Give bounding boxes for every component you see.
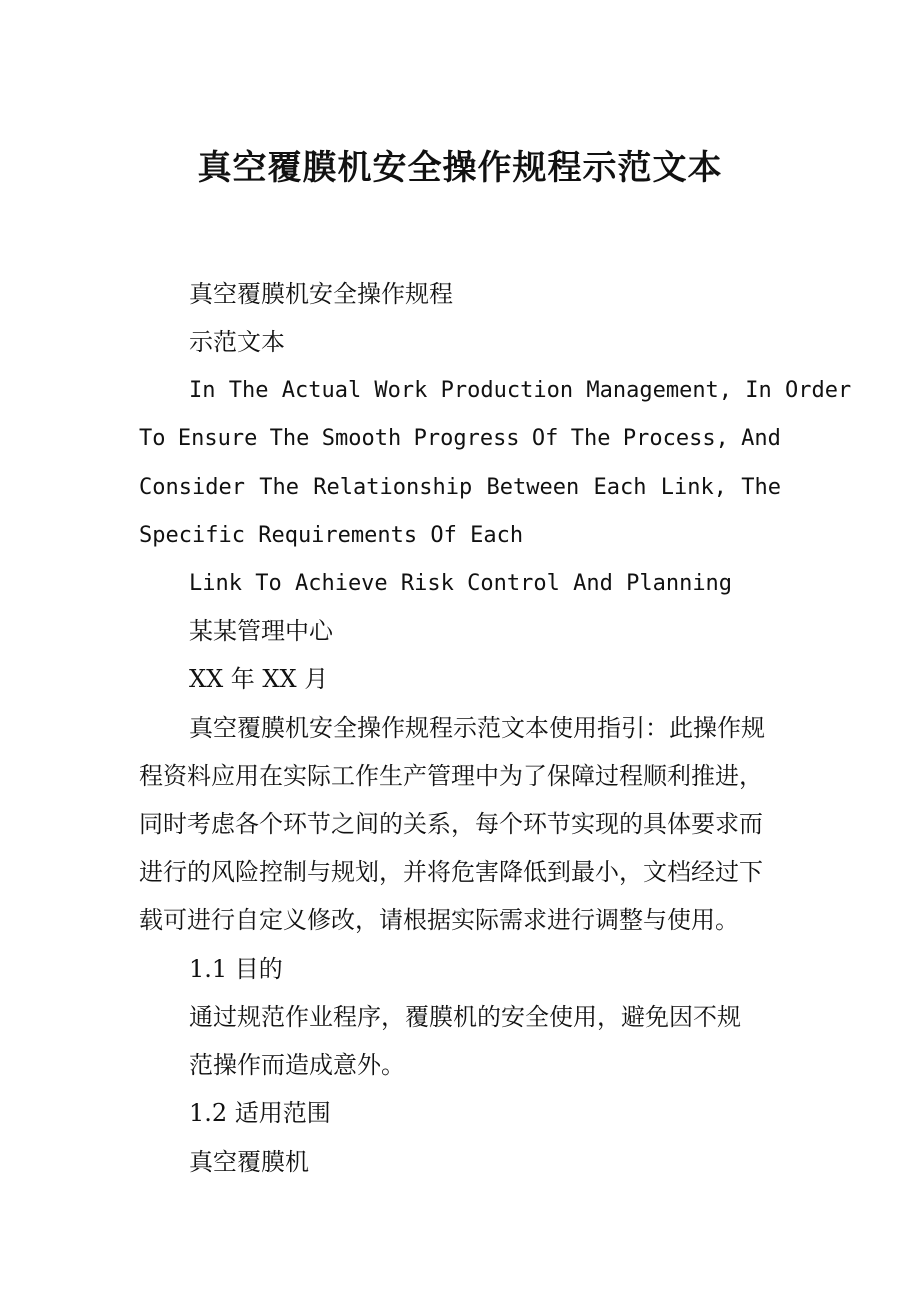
english-word: To <box>139 426 166 451</box>
english-word: Progress <box>413 426 520 451</box>
subtitle-line-1: 真空覆膜机安全操作规程 <box>189 280 453 308</box>
english-word: Link, <box>660 475 727 500</box>
subtitle-line-2: 示范文本 <box>189 328 285 356</box>
english-word: The <box>570 426 611 451</box>
english-line-4: Specific Requirements Of Each <box>139 523 524 548</box>
english-word: Process, <box>622 426 729 451</box>
english-line-5: Link To Achieve Risk Control And Planning <box>189 571 733 596</box>
english-word: Of <box>531 426 559 451</box>
document-title: 真空覆膜机安全操作规程示范文本 <box>197 148 723 188</box>
english-word: Each <box>593 475 647 500</box>
english-word: Consider <box>139 475 245 500</box>
english-word: Smooth <box>321 426 402 451</box>
scope-line-1: 真空覆膜机 <box>189 1148 309 1176</box>
section-heading-scope: 1.2 适用范围 <box>189 1099 331 1127</box>
organization-name: 某某管理中心 <box>189 617 333 645</box>
english-line-2 <box>139 422 781 456</box>
document-date: XX 年 XX 月 <box>189 665 329 693</box>
guide-line-2: 程资料应用在实际工作生产管理中为了保障过程顺利推进， <box>139 762 763 790</box>
english-word: The <box>259 475 299 500</box>
english-word: The <box>741 475 781 500</box>
english-word: The <box>269 426 310 451</box>
guide-line-4: 进行的风险控制与规划，并将危害降低到最小，文档经过下 <box>139 858 763 886</box>
english-word: Relationship <box>313 475 473 500</box>
english-word: And <box>741 426 781 451</box>
guide-line-1: 真空覆膜机安全操作规程示范文本使用指引：此操作规 <box>189 714 765 742</box>
guide-line-5: 载可进行自定义修改，请根据实际需求进行调整与使用。 <box>139 906 739 934</box>
english-line-1: In The Actual Work Production Management, In Order <box>189 378 852 403</box>
section-heading-purpose: 1.1 目的 <box>189 955 283 983</box>
purpose-line-1: 通过规范作业程序，覆膜机的安全使用，避免因不规 <box>189 1003 741 1031</box>
english-line-3 <box>139 471 781 505</box>
guide-line-3: 同时考虑各个环节之间的关系，每个环节实现的具体要求而 <box>139 810 763 838</box>
english-word: Ensure <box>177 426 258 451</box>
purpose-line-2: 范操作而造成意外。 <box>189 1051 405 1079</box>
english-word: Between <box>486 475 580 500</box>
